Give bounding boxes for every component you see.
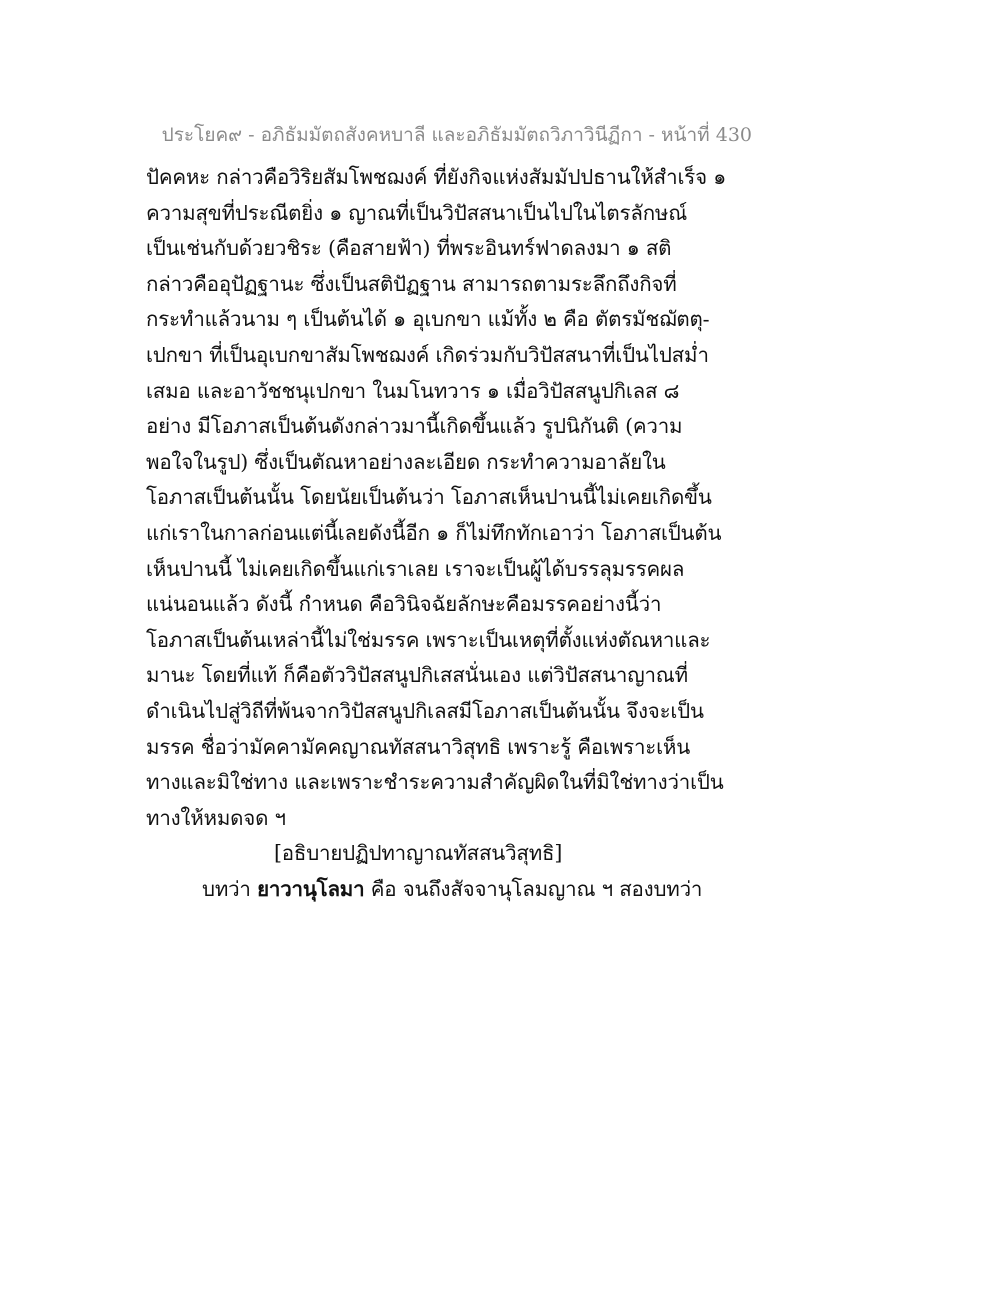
text-line: ทางและมิใช่ทาง และเพราะชำระความสำคัญผิดในที่มิใช่ทางว่าเป็น [146, 770, 724, 795]
text-line: มรรค ชื่อว่ามัคคามัคคญาณทัสสนาวิสุทธิ เพราะรู้ คือเพราะเห็น [146, 734, 691, 759]
text-line: โอภาสเป็นต้นเหล่านี้ไม่ใช่มรรค เพราะเป็นเหตุที่ตั้งแห่งตัณหาและ [146, 627, 711, 652]
text-line: ดำเนินไปสู่วิถีที่พ้นจากวิปัสสนูปกิเลสมีโอภาสเป็นต้นนั้น จึงจะเป็น [146, 698, 704, 723]
text-line: ทางให้หมดจด ฯ [146, 805, 286, 830]
text-line: โอภาสเป็นต้นนั้น โดยนัยเป็นต้นว่า โอภาสเห็นปานนี้ไม่เคยเกิดขึ้น [146, 485, 712, 510]
text-line: แน่นอนแล้ว ดังนี้ กำหนด คือวินิจฉัยลักษะคือมรรคอย่างนี้ว่า [146, 592, 662, 617]
text-line: อย่าง มีโอภาสเป็นต้นดังกล่าวมานี้เกิดขึ้นแล้ว รูปนิกันติ (ความ [146, 414, 683, 439]
text-line: เห็นปานนี้ ไม่เคยเกิดขึ้นแก่เราเลย เราจะเป็นผู้ได้บรรลุมรรคผล [146, 556, 685, 581]
text-line: พอใจในรูป) ซึ่งเป็นตัณหาอย่างละเอียด กระทำความอาลัยใน [146, 449, 666, 474]
last-line-suffix: คือ จนถึงสัจจานุโลมญาณ ฯ สองบทว่า [364, 876, 703, 901]
text-line: กล่าวคืออุปัฏฐานะ ซึ่งเป็นสติปัฏฐาน สามารถตามระลึกถึงกิจที่ [146, 271, 677, 296]
last-line [146, 872, 706, 908]
running-header: ประโยค๙ - อภิธัมมัตถสังคหบาลี และอภิธัมมัตถวิภาวินีฏีกา - หน้าที่ 430 [161, 124, 752, 146]
bold-term: ยาวานุโลมา [257, 876, 365, 901]
text-line: ความสุขที่ประณีตยิ่ง ๑ ญาณที่เป็นวิปัสสนาเป็นไปในไตรลักษณ์ [146, 200, 688, 225]
last-line-prefix: บทว่า [202, 876, 258, 901]
text-line: กระทำแล้วนาม ๆ เป็นต้นได้ ๑ อุเบกขา แม้ทั้ง ๒ คือ ตัตรมัชฌัตตุ- [146, 307, 710, 332]
section-heading: [อธิบายปฏิปทาญาณทัสสนวิสุทธิ] [274, 841, 563, 866]
text-line: เปกขา ที่เป็นอุเบกขาสัมโพชฌงค์ เกิดร่วมกับวิปัสสนาที่เป็นไปสม่ำ [146, 342, 709, 367]
text-line: แก่เราในกาลก่อนแต่นี้เลยดังนี้อีก ๑ ก็ไม่ทึกทักเอาว่า โอภาสเป็นต้น [146, 520, 722, 545]
text-line: มานะ โดยที่แท้ ก็คือตัววิปัสสนูปกิเสสนั่นเอง แต่วิปัสสนาญาณที่ [146, 663, 688, 688]
body-text [146, 160, 727, 907]
text-line: เสมอ และอาวัชชนุเปกขา ในมโนทวาร ๑ เมื่อวิปัสสนูปกิเลส ๘ [146, 378, 680, 403]
text-line: ปัคคหะ กล่าวคือวิริยสัมโพชฌงค์ ที่ยังกิจแห่งสัมมัปปธานให้สำเร็จ ๑ [146, 165, 727, 189]
text-line: เป็นเช่นกับด้วยวชิระ (คือสายฟ้า) ที่พระอินทร์ฟาดลงมา ๑ สติ [146, 236, 672, 261]
